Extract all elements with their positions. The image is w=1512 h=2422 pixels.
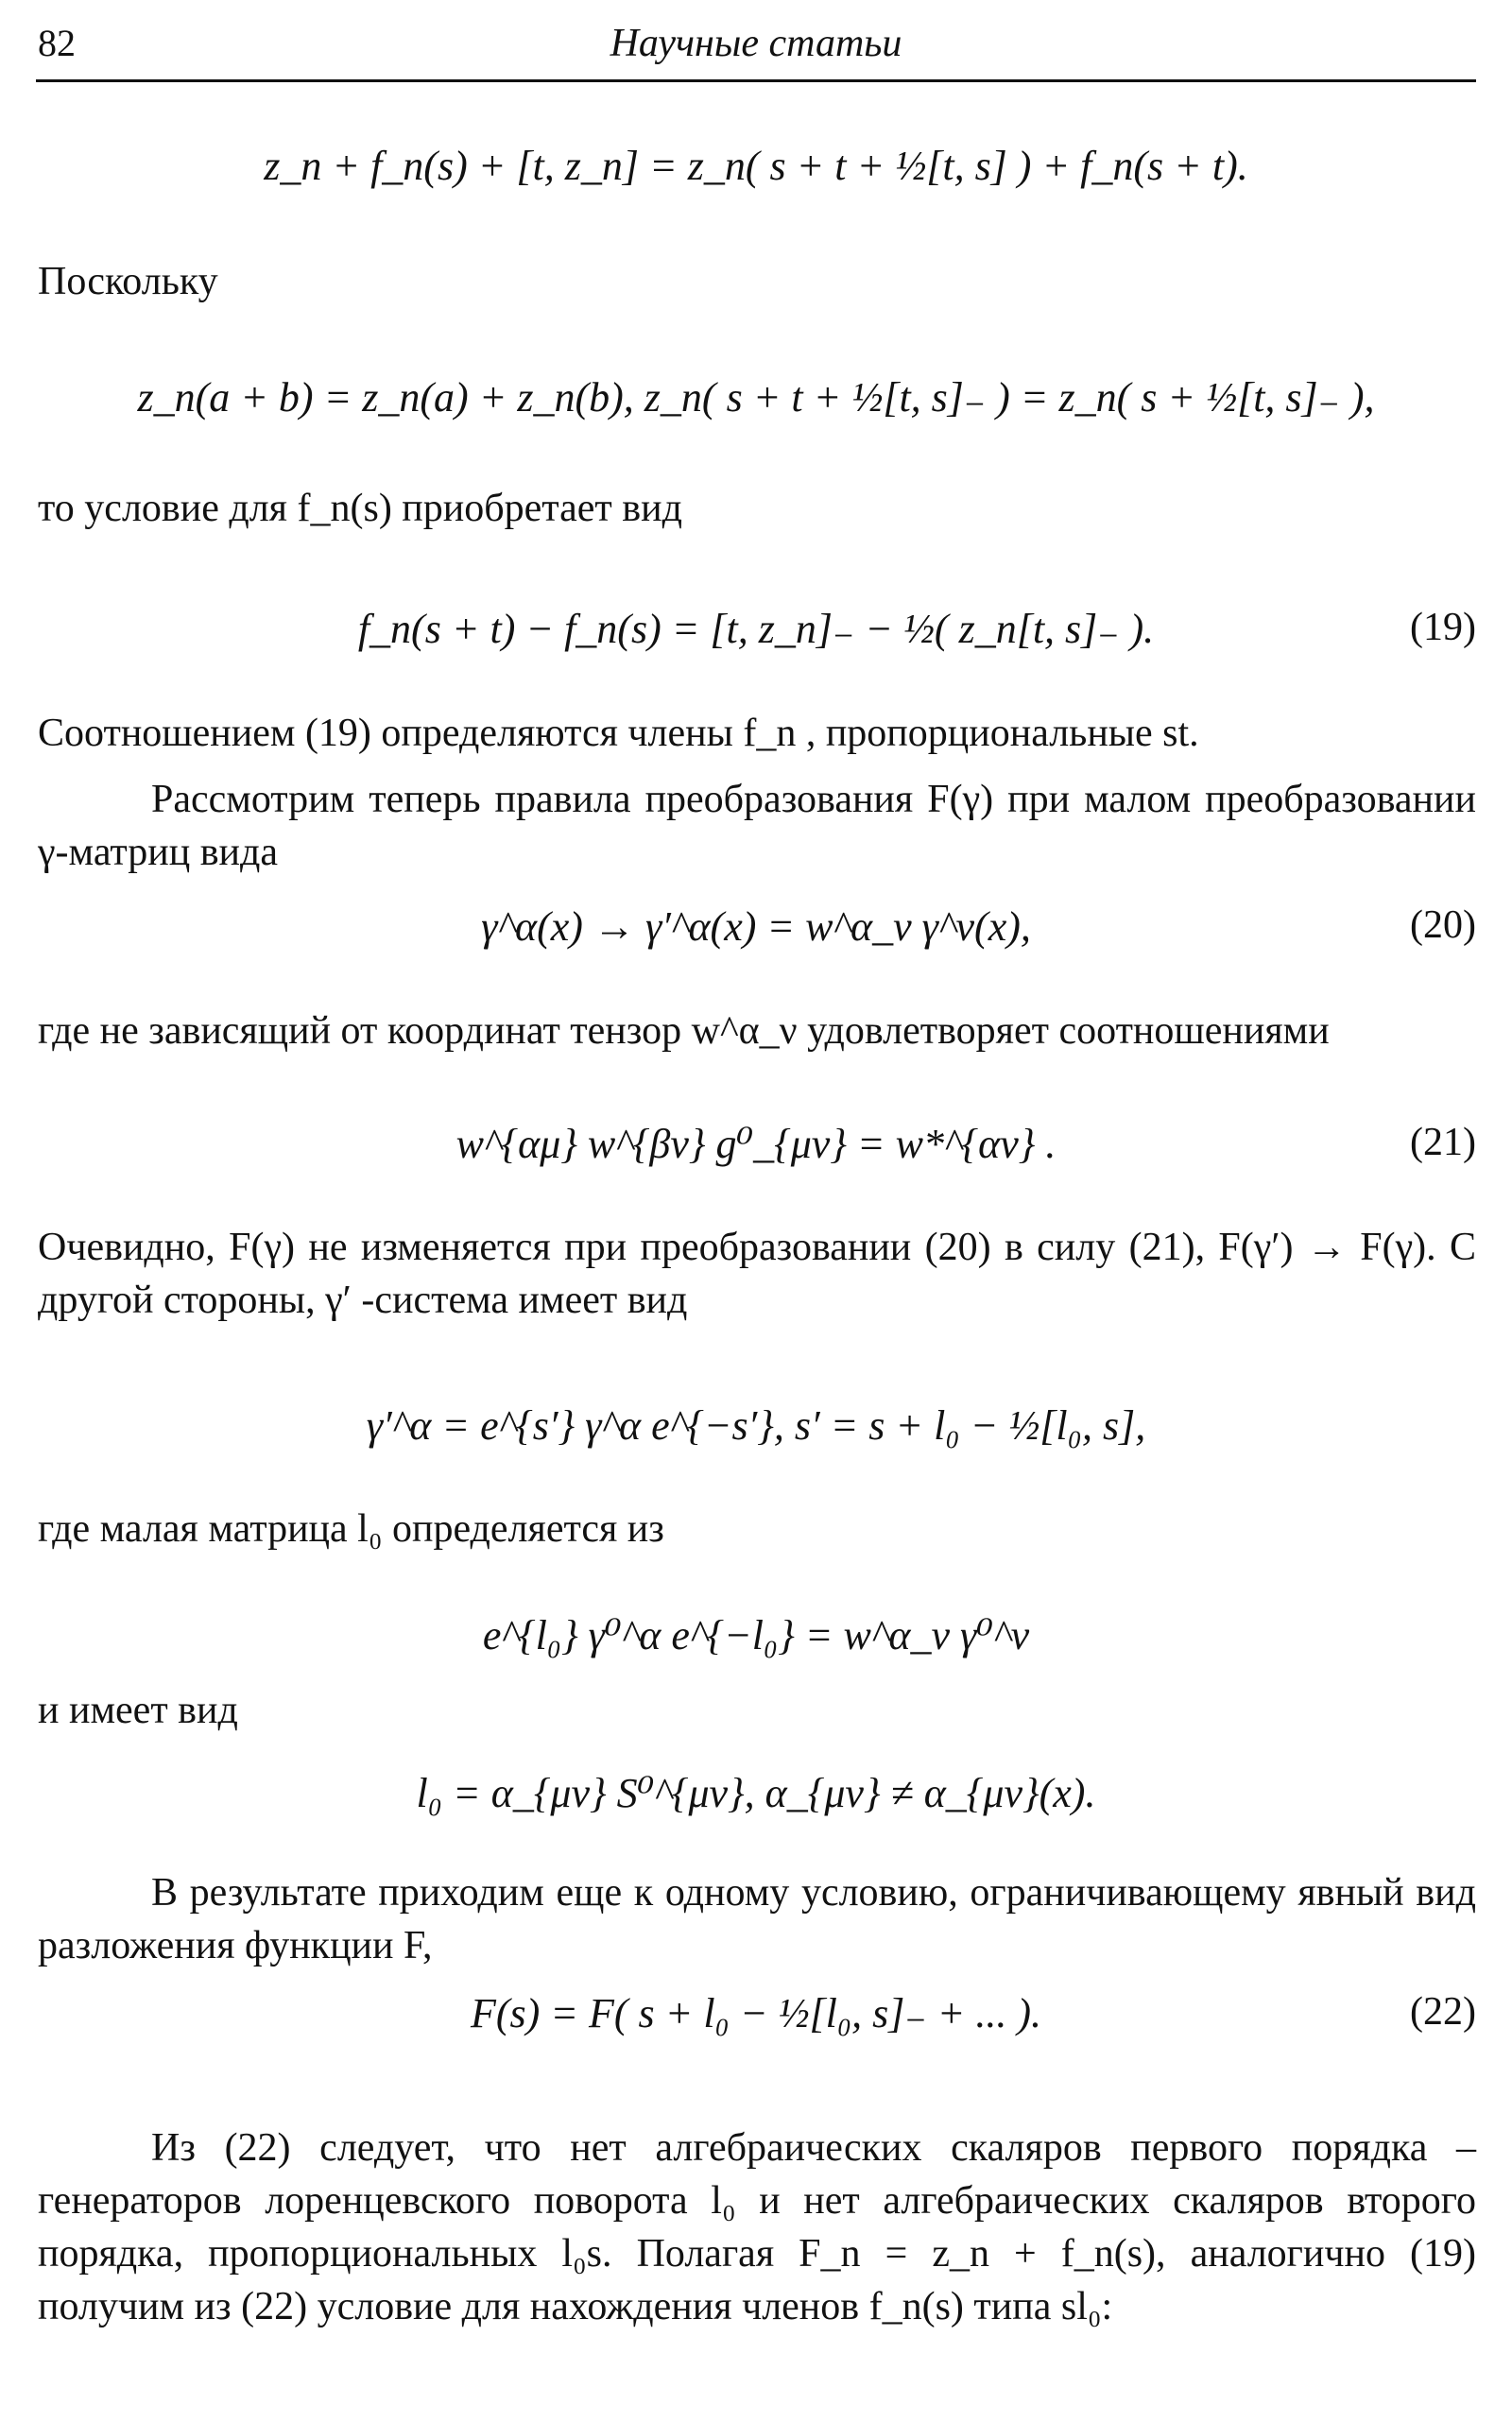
paragraph-obviously: Очевидно, F(γ) не изменяется при преобразовании (20) в силу (21), F(γ′) → F(γ). С другой стороны, γ′ -система имеет вид xyxy=(38,1226,1476,1322)
formula-zn-linear: z_n(a + b) = z_n(a) + z_n(b), z_n( s + t + ½[t, s]₋ ) = z_n( s + ½[t, s]₋ ), xyxy=(137,374,1375,421)
paragraph-transformation: Рассмотрим теперь правила преобразования F(γ) при малом преобразовании γ-матриц вида xyxy=(38,778,1476,874)
formula-l0-definition: e^{l₀} γ⁰^α e^{−l₀} = w^α_ν γ⁰^ν xyxy=(482,1612,1030,1658)
formula-19: f_n(s + t) − f_n(s) = [t, z_n]₋ − ½( z_n[t, s]₋ ). xyxy=(357,606,1155,652)
paragraph-result: В результате приходим еще к одному условию, ограничивающему явный вид разложения функции F, xyxy=(38,1871,1476,1967)
equation-number-20: (20) xyxy=(1410,903,1476,947)
equation-number-19: (19) xyxy=(1410,606,1476,649)
paragraph-relation-19: Соотношением (19) определяются члены f_n , пропорциональные st. xyxy=(38,712,1199,755)
formula-zn-fn: z_n + f_n(s) + [t, z_n] = z_n( s + t + ½[t, s] ) + f_n(s + t). xyxy=(264,143,1248,189)
paragraph-small-matrix: где малая матрица l₀ определяется из xyxy=(38,1507,664,1551)
formula-21: w^{αμ} w^{βν} g⁰_{μν} = w*^{αν} . xyxy=(455,1121,1057,1167)
formula-gamma-prime: γ′^α = e^{s′} γ^α e^{−s′}, s′ = s + l₀ − ½[l₀, s], xyxy=(366,1402,1146,1449)
equation-number-21: (21) xyxy=(1410,1121,1476,1164)
paragraph-poskolku: Поскольку xyxy=(38,260,218,303)
paragraph-tensor: где не зависящий от координат тензор w^α_ν удовлетворяет соотношениями xyxy=(38,1009,1330,1053)
page-number: 82 xyxy=(38,22,76,64)
equation-number-22: (22) xyxy=(1410,1990,1476,2034)
formula-20: γ^α(x) → γ′^α(x) = w^α_ν γ^ν(x), xyxy=(481,903,1031,950)
paragraph-from-22: Из (22) следует, что нет алгебраических скаляров первого порядка – генераторов лоренцевского поворота l₀ и нет алгебраических скаляров второго порядка, пропорциональных l₀s. Полагая F_n = z_n + f_n(s), аналогично (19) получим из (22) условие для нахождения членов f_n(s) типа sl₀: xyxy=(38,2126,1476,2328)
formula-22: F(s) = F( s + l₀ − ½[l₀, s]₋ + ... ). xyxy=(470,1990,1041,2036)
running-title: Научные статьи xyxy=(610,22,902,65)
formula-l0-form: l₀ = α_{μν} S⁰^{μν}, α_{μν} ≠ α_{μν}(x). xyxy=(416,1770,1096,1816)
paragraph-has-form: и имеет вид xyxy=(38,1689,238,1732)
paragraph-condition: то условие для f_n(s) приобретает вид xyxy=(38,487,682,530)
header-rule xyxy=(36,79,1476,82)
